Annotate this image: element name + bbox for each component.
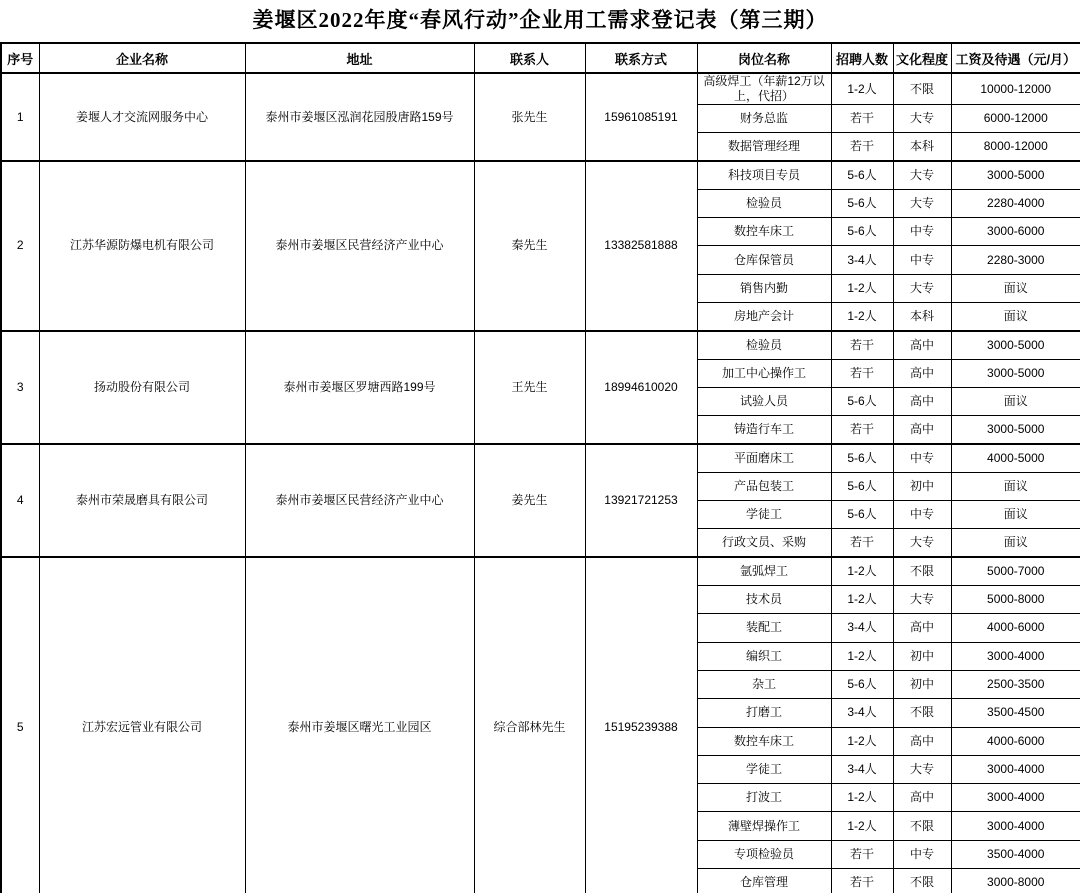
address-cell: 泰州市姜堰区民营经济产业中心	[245, 161, 474, 331]
position-row	[1, 161, 1080, 189]
education-cell: 大专	[893, 274, 951, 302]
headcount-cell: 5-6人	[831, 161, 893, 189]
salary-cell: 2280-4000	[951, 189, 1080, 217]
position-title-cell: 杂工	[697, 670, 831, 698]
position-title-cell: 行政文员、采购	[697, 529, 831, 557]
education-cell: 不限	[893, 699, 951, 727]
headcount-cell: 1-2人	[831, 784, 893, 812]
education-cell: 初中	[893, 472, 951, 500]
salary-cell: 8000-12000	[951, 133, 1080, 161]
col-education: 文化程度	[893, 43, 951, 73]
headcount-cell: 5-6人	[831, 501, 893, 529]
headcount-cell: 3-4人	[831, 755, 893, 783]
company-name-cell: 姜堰人才交流网服务中心	[39, 73, 245, 161]
education-cell: 不限	[893, 73, 951, 105]
company-name-cell: 江苏宏远管业有限公司	[39, 557, 245, 893]
col-serial: 序号	[1, 43, 39, 73]
education-cell: 中专	[893, 246, 951, 274]
education-cell: 大专	[893, 586, 951, 614]
salary-cell: 3000-4000	[951, 642, 1080, 670]
position-title-cell: 技术员	[697, 586, 831, 614]
position-title-cell: 打磨工	[697, 699, 831, 727]
company-name-cell: 扬动股份有限公司	[39, 331, 245, 444]
phone-cell: 15961085191	[585, 73, 697, 161]
headcount-cell: 1-2人	[831, 303, 893, 331]
headcount-cell: 若干	[831, 869, 893, 893]
company-name-cell: 江苏华源防爆电机有限公司	[39, 161, 245, 331]
education-cell: 高中	[893, 387, 951, 415]
education-cell: 高中	[893, 416, 951, 444]
position-title-cell: 检验员	[697, 189, 831, 217]
salary-cell: 4000-5000	[951, 444, 1080, 472]
position-title-cell: 产品包装工	[697, 472, 831, 500]
education-cell: 中专	[893, 501, 951, 529]
salary-cell: 面议	[951, 472, 1080, 500]
serial-cell: 2	[1, 161, 39, 331]
education-cell: 高中	[893, 784, 951, 812]
position-title-cell: 加工中心操作工	[697, 359, 831, 387]
position-title-cell: 房地产会计	[697, 303, 831, 331]
salary-cell: 6000-12000	[951, 105, 1080, 133]
col-headcount: 招聘人数	[831, 43, 893, 73]
education-cell: 本科	[893, 303, 951, 331]
contact-cell: 秦先生	[474, 161, 585, 331]
headcount-cell: 5-6人	[831, 444, 893, 472]
education-cell: 初中	[893, 670, 951, 698]
salary-cell: 2280-3000	[951, 246, 1080, 274]
position-row	[1, 331, 1080, 359]
salary-cell: 3500-4500	[951, 699, 1080, 727]
col-contact: 联系人	[474, 43, 585, 73]
headcount-cell: 3-4人	[831, 699, 893, 727]
education-cell: 大专	[893, 161, 951, 189]
position-row	[1, 73, 1080, 105]
phone-cell: 15195239388	[585, 557, 697, 893]
salary-cell: 3000-5000	[951, 359, 1080, 387]
position-title-cell: 薄壁焊操作工	[697, 812, 831, 840]
contact-cell: 姜先生	[474, 444, 585, 557]
table-header-row	[1, 43, 1080, 73]
position-title-cell: 专项检验员	[697, 840, 831, 868]
position-row	[1, 444, 1080, 472]
education-cell: 大专	[893, 755, 951, 783]
position-title-cell: 学徒工	[697, 755, 831, 783]
position-row	[1, 557, 1080, 585]
contact-cell: 综合部林先生	[474, 557, 585, 893]
salary-cell: 3000-6000	[951, 218, 1080, 246]
salary-cell: 3000-4000	[951, 812, 1080, 840]
position-title-cell: 试验人员	[697, 387, 831, 415]
salary-cell: 3000-5000	[951, 416, 1080, 444]
salary-cell: 10000-12000	[951, 73, 1080, 105]
position-title-cell: 数据管理经理	[697, 133, 831, 161]
position-title-cell: 数控车床工	[697, 727, 831, 755]
salary-cell: 3000-4000	[951, 755, 1080, 783]
salary-cell: 2500-3500	[951, 670, 1080, 698]
address-cell: 泰州市姜堰区罗塘西路199号	[245, 331, 474, 444]
serial-cell: 5	[1, 557, 39, 893]
headcount-cell: 5-6人	[831, 189, 893, 217]
headcount-cell: 若干	[831, 331, 893, 359]
table-body	[1, 73, 1080, 893]
education-cell: 不限	[893, 869, 951, 893]
salary-cell: 3000-5000	[951, 161, 1080, 189]
header-row	[1, 43, 1080, 73]
col-address: 地址	[245, 43, 474, 73]
phone-cell: 13382581888	[585, 161, 697, 331]
headcount-cell: 1-2人	[831, 274, 893, 302]
position-title-cell: 检验员	[697, 331, 831, 359]
education-cell: 本科	[893, 133, 951, 161]
headcount-cell: 若干	[831, 840, 893, 868]
salary-cell: 5000-8000	[951, 586, 1080, 614]
education-cell: 高中	[893, 359, 951, 387]
headcount-cell: 若干	[831, 529, 893, 557]
position-title-cell: 数控车床工	[697, 218, 831, 246]
headcount-cell: 1-2人	[831, 586, 893, 614]
page-title: 姜堰区2022年度“春风行动”企业用工需求登记表（第三期）	[252, 8, 828, 32]
headcount-cell: 1-2人	[831, 557, 893, 585]
education-cell: 大专	[893, 189, 951, 217]
headcount-cell: 若干	[831, 359, 893, 387]
education-cell: 高中	[893, 614, 951, 642]
education-cell: 中专	[893, 444, 951, 472]
headcount-cell: 1-2人	[831, 73, 893, 105]
serial-cell: 1	[1, 73, 39, 161]
headcount-cell: 3-4人	[831, 246, 893, 274]
position-title-cell: 平面磨床工	[697, 444, 831, 472]
contact-cell: 张先生	[474, 73, 585, 161]
salary-cell: 5000-7000	[951, 557, 1080, 585]
headcount-cell: 若干	[831, 105, 893, 133]
position-title-cell: 编织工	[697, 642, 831, 670]
education-cell: 大专	[893, 529, 951, 557]
salary-cell: 面议	[951, 501, 1080, 529]
headcount-cell: 5-6人	[831, 472, 893, 500]
serial-cell: 3	[1, 331, 39, 444]
position-title-cell: 仓库保管员	[697, 246, 831, 274]
headcount-cell: 1-2人	[831, 642, 893, 670]
education-cell: 不限	[893, 812, 951, 840]
contact-cell: 王先生	[474, 331, 585, 444]
serial-cell: 4	[1, 444, 39, 557]
salary-cell: 3000-8000	[951, 869, 1080, 893]
recruitment-table	[0, 42, 1080, 893]
education-cell: 初中	[893, 642, 951, 670]
salary-cell: 3500-4000	[951, 840, 1080, 868]
company-name-cell: 泰州市荣晟磨具有限公司	[39, 444, 245, 557]
col-phone: 联系方式	[585, 43, 697, 73]
position-title-cell: 高级焊工（年薪12万以上，代招）	[697, 73, 831, 105]
headcount-cell: 5-6人	[831, 387, 893, 415]
headcount-cell: 若干	[831, 416, 893, 444]
salary-cell: 4000-6000	[951, 614, 1080, 642]
salary-cell: 面议	[951, 387, 1080, 415]
address-cell: 泰州市姜堰区泓润花园殷唐路159号	[245, 73, 474, 161]
col-salary: 工资及待遇（元/月）	[951, 43, 1080, 73]
salary-cell: 面议	[951, 529, 1080, 557]
education-cell: 不限	[893, 557, 951, 585]
phone-cell: 18994610020	[585, 331, 697, 444]
headcount-cell: 若干	[831, 133, 893, 161]
phone-cell: 13921721253	[585, 444, 697, 557]
headcount-cell: 5-6人	[831, 218, 893, 246]
position-title-cell: 财务总监	[697, 105, 831, 133]
position-title-cell: 仓库管理	[697, 869, 831, 893]
education-cell: 中专	[893, 218, 951, 246]
headcount-cell: 1-2人	[831, 812, 893, 840]
education-cell: 高中	[893, 727, 951, 755]
col-position: 岗位名称	[697, 43, 831, 73]
position-title-cell: 氩弧焊工	[697, 557, 831, 585]
position-title-cell: 销售内勤	[697, 274, 831, 302]
headcount-cell: 5-6人	[831, 670, 893, 698]
position-title-cell: 科技项目专员	[697, 161, 831, 189]
address-cell: 泰州市姜堰区曙光工业园区	[245, 557, 474, 893]
salary-cell: 面议	[951, 303, 1080, 331]
salary-cell: 3000-4000	[951, 784, 1080, 812]
headcount-cell: 3-4人	[831, 614, 893, 642]
position-title-cell: 学徒工	[697, 501, 831, 529]
address-cell: 泰州市姜堰区民营经济产业中心	[245, 444, 474, 557]
education-cell: 大专	[893, 105, 951, 133]
salary-cell: 3000-5000	[951, 331, 1080, 359]
education-cell: 中专	[893, 840, 951, 868]
position-title-cell: 打波工	[697, 784, 831, 812]
education-cell: 高中	[893, 331, 951, 359]
position-title-cell: 铸造行车工	[697, 416, 831, 444]
salary-cell: 4000-6000	[951, 727, 1080, 755]
col-company-name: 企业名称	[39, 43, 245, 73]
position-title-cell: 装配工	[697, 614, 831, 642]
salary-cell: 面议	[951, 274, 1080, 302]
headcount-cell: 1-2人	[831, 727, 893, 755]
